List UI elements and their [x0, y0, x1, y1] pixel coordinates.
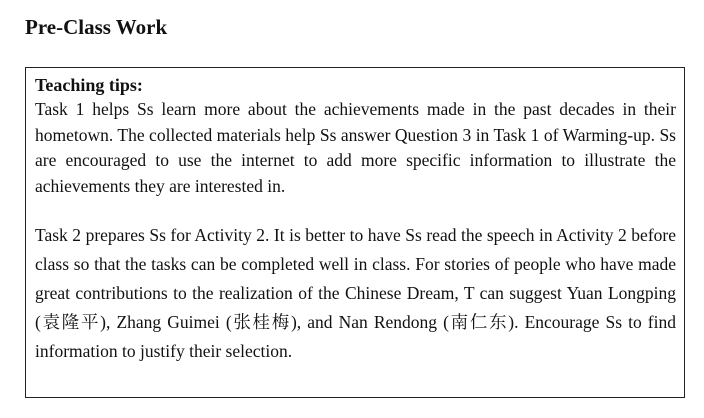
teaching-tips-box: [25, 67, 685, 398]
teaching-tips-paragraph-2: Task 2 prepares Ss for Activity 2. It is better to have Ss read the speech in Activity 2 before class so that the tasks can be completed well in class. For stories of people who have made great contributions to the realization of the Chinese Dream, T can suggest Yuan Longping (袁隆平), Zhang Guimei (张桂梅), and Nan Rendong (南仁东). Encourage Ss to find information to justify their selection.: [35, 225, 676, 361]
teaching-tips-title: Teaching tips:: [35, 75, 143, 95]
page-heading: Pre-Class Work: [25, 15, 168, 39]
teaching-tips-paragraph-1: Task 1 helps Ss learn more about the achievements made in the past decades in their hometown. The collected materials help Ss answer Question 3 in Task 1 of Warming-up. Ss are encouraged to use the internet to add more specific information to illustrate the achievements they are interested in.: [35, 99, 676, 196]
